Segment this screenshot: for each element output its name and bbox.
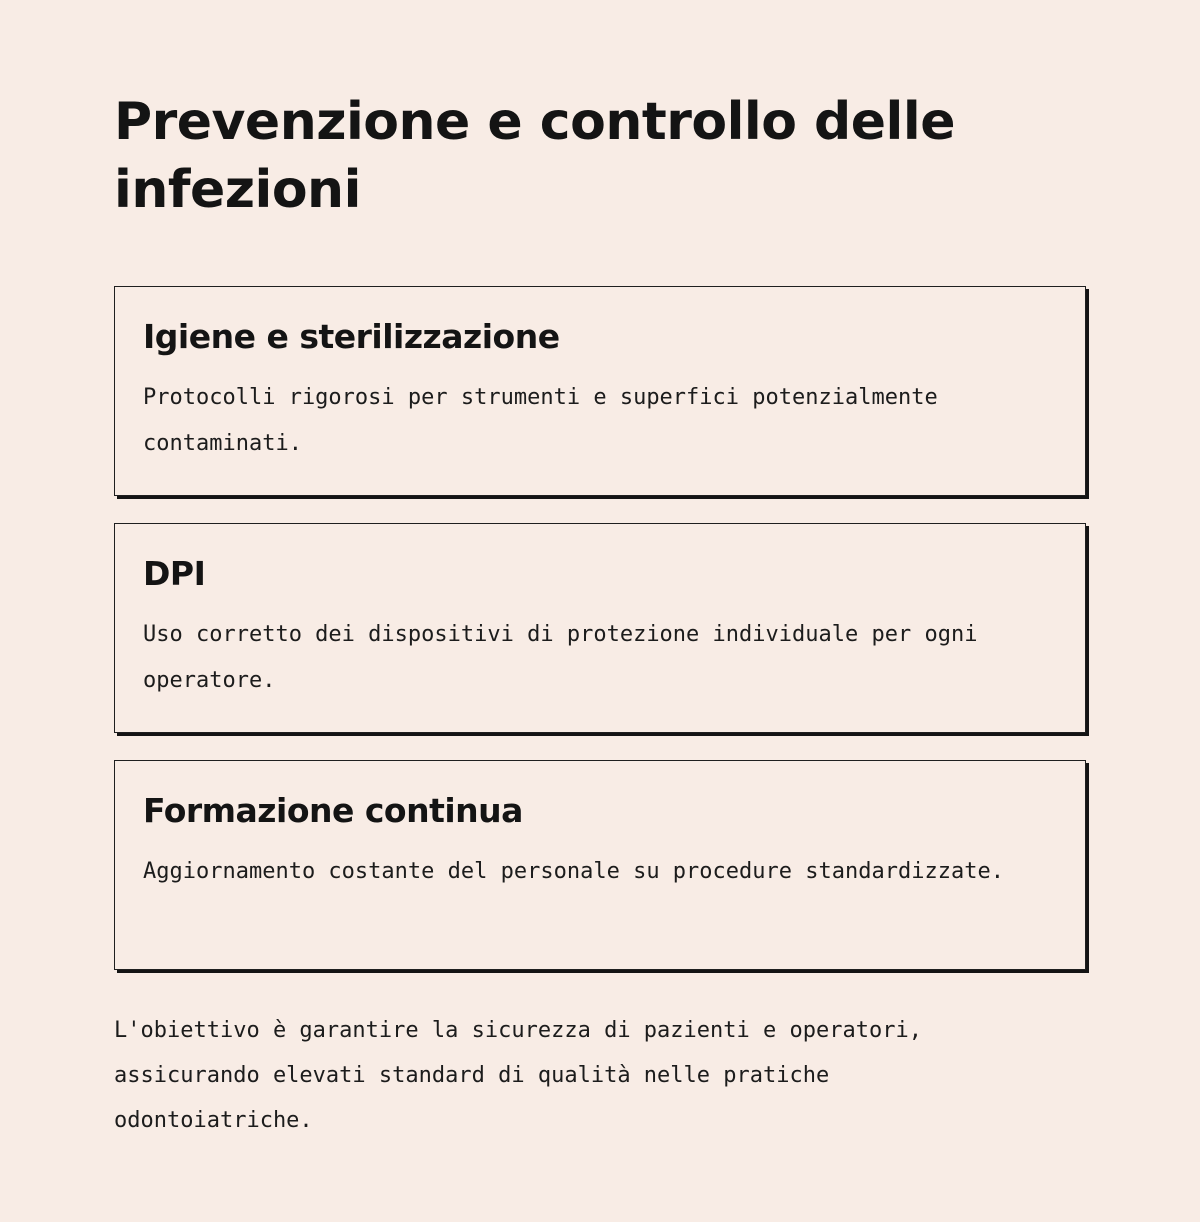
closing-paragraph: L'obiettivo è garantire la sicurezza di pazienti e operatori, assicurando elevati standard di qualità nelle pratiche odontoiatriche. — [114, 1018, 922, 1133]
card-formazione-continua — [114, 760, 1086, 970]
page-title: Prevenzione e controllo delle infezioni — [114, 92, 955, 220]
card-title: Igiene e sterilizzazione — [143, 317, 560, 356]
card-dpi — [114, 523, 1086, 733]
card-title: DPI — [143, 554, 206, 593]
card-title: Formazione continua — [143, 791, 523, 830]
card-text: Aggiornamento costante del personale su procedure standardizzate. — [143, 859, 1004, 884]
card-text: Uso corretto dei dispositivi di protezione individuale per ogni operatore. — [143, 622, 978, 693]
topic-cards — [114, 286, 1088, 970]
card-igiene-sterilizzazione — [114, 286, 1086, 496]
card-text: Protocolli rigorosi per strumenti e superfici potenzialmente contaminati. — [143, 385, 938, 456]
